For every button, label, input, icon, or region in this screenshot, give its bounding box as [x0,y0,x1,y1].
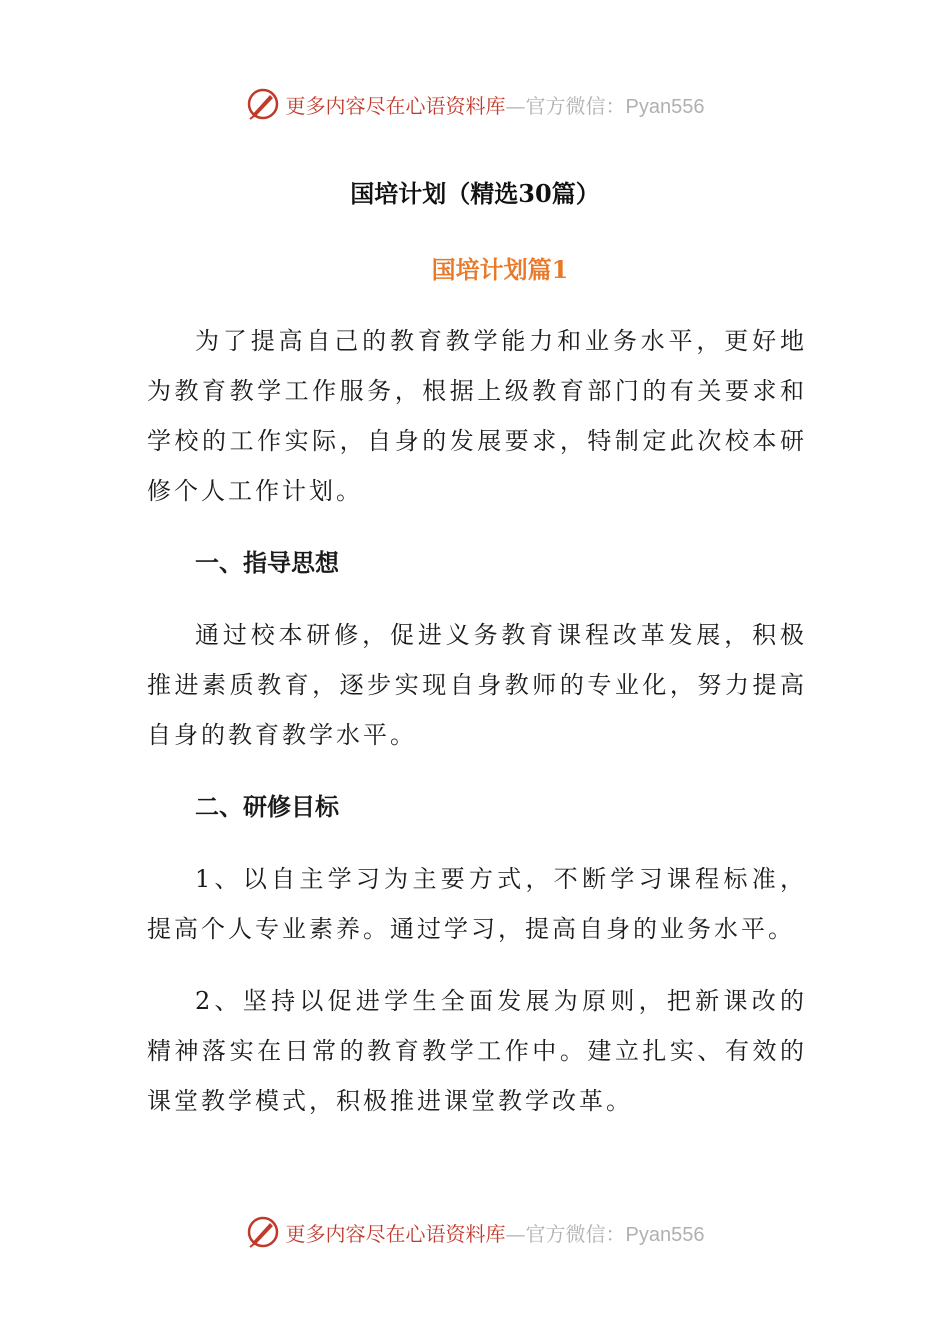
heading-study-goals: 二、研修目标 [195,792,339,821]
heading-guiding-ideology: 一、指导思想 [195,548,339,577]
header-banner [0,84,950,124]
goal-item-2: 2、坚持以促进学生全面发展为原则，把新课改的精神落实在日常的教育教学工作中。建立扎实、有效的课堂教学模式，积极推进课堂教学改革。 [147,987,807,1115]
banner-wechat-id: Pyan556 [625,95,705,118]
banner-wechat-label: 官方微信： [525,1221,626,1246]
goal-item-1: 1、以自主学习为主要方式，不断学习课程标准，提高个人专业素养。通过学习，提高自身的业务水平。 [147,865,807,943]
guiding-ideology-paragraph: 通过校本研修，促进义务教育课程改革发展，积极推进素质教育，逐步实现自身教师的专业化，努力提高自身的教育教学水平。 [147,621,807,749]
intro-paragraph: 为了提高自己的教育教学能力和业务水平，更好地为教育教学工作服务，根据上级教育部门的有关要求和学校的工作实际，自身的发展要求，特制定此次校本研修个人工作计划。 [147,327,807,505]
quill-pen-icon [246,1215,280,1249]
banner-dash: — [505,93,526,118]
banner-wechat-label: 官方微信： [525,93,626,118]
quill-pen-icon [246,87,280,121]
banner-text [286,1218,705,1247]
document-title: 国培计划（精选30篇） [350,179,600,208]
footer-banner [0,1212,950,1252]
banner-dash: — [505,1221,526,1246]
document-body [147,316,807,1126]
banner-main-text: 更多内容尽在心语资料库 [285,1221,506,1246]
banner-wechat-id: Pyan556 [625,1223,705,1246]
banner-main-text: 更多内容尽在心语资料库 [285,93,506,118]
section-title: 国培计划篇1 [431,255,569,284]
banner-text [286,90,705,119]
